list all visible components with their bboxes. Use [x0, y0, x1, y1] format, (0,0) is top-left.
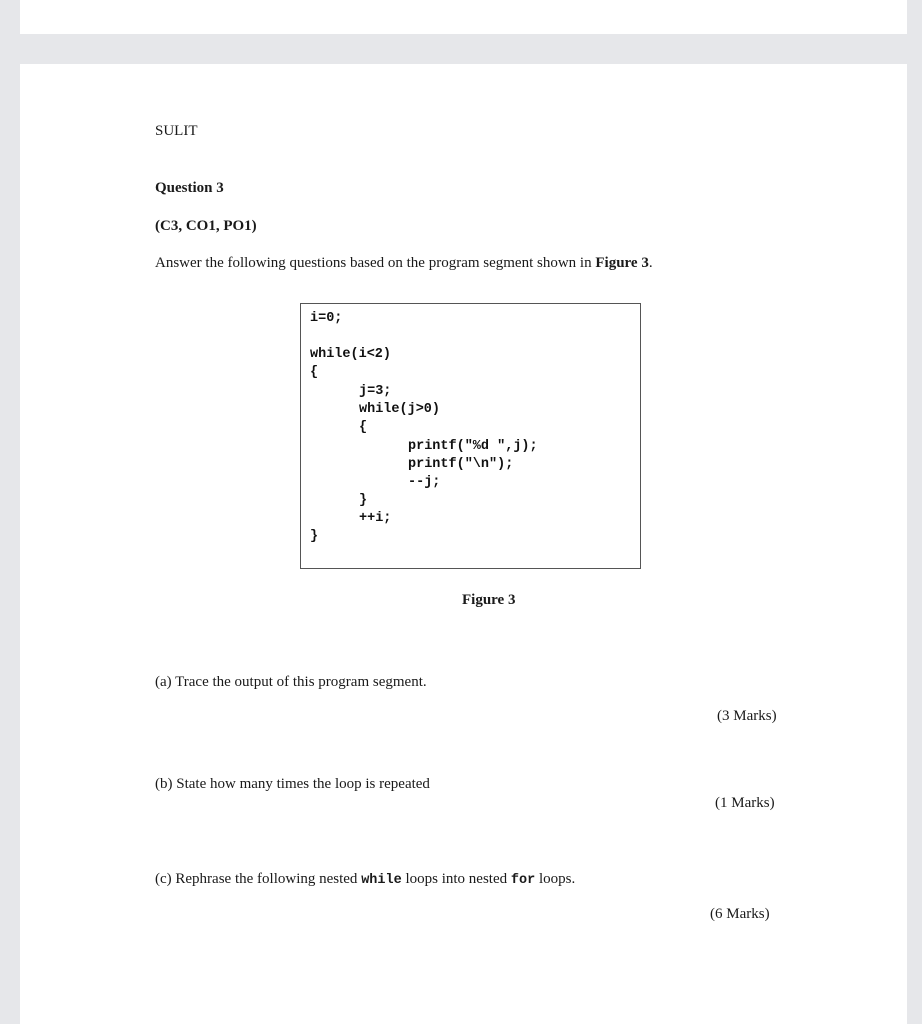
code-line: j=3;	[359, 384, 392, 399]
code-line: --j;	[408, 475, 441, 490]
part-a-marks: (3 Marks)	[717, 708, 777, 724]
code-line: }	[359, 493, 368, 508]
question-title: Question 3	[155, 180, 224, 196]
part-c-text-3: loops.	[535, 871, 576, 887]
header-sulit: SULIT	[155, 123, 198, 139]
code-line: while(j>0)	[359, 402, 441, 417]
code-line: i=0;	[310, 311, 343, 326]
code-line: {	[310, 365, 319, 380]
intro-text: Answer the following questions based on the program segment shown in	[155, 255, 596, 271]
part-a-text: (a) Trace the output of this program segment.	[155, 674, 427, 690]
code-line: ++i;	[359, 511, 392, 526]
part-c-text	[155, 870, 575, 890]
code-line: while(i<2)	[310, 347, 392, 362]
part-b-marks: (1 Marks)	[715, 795, 775, 811]
question-codes: (C3, CO1, PO1)	[155, 218, 257, 234]
question-intro	[155, 254, 653, 272]
code-line: printf("\n");	[408, 457, 514, 472]
code-line: }	[310, 529, 319, 544]
part-c-text-2: loops into nested	[401, 871, 511, 887]
intro-figure-ref: Figure 3	[595, 255, 649, 271]
code-line: printf("%d ",j);	[408, 439, 538, 454]
figure-caption: Figure 3	[462, 592, 516, 608]
part-c-text-1: (c) Rephrase the following nested	[155, 871, 362, 887]
intro-period: .	[648, 255, 653, 271]
part-c-marks: (6 Marks)	[710, 906, 770, 922]
part-c-code-for: for	[510, 873, 536, 888]
previous-page-bottom	[20, 0, 907, 34]
code-figure-box	[300, 303, 641, 569]
code-line: {	[359, 420, 368, 435]
part-c-code-while: while	[361, 873, 402, 888]
document-page	[20, 64, 907, 1024]
part-b-text: (b) State how many times the loop is repeated	[155, 776, 430, 792]
